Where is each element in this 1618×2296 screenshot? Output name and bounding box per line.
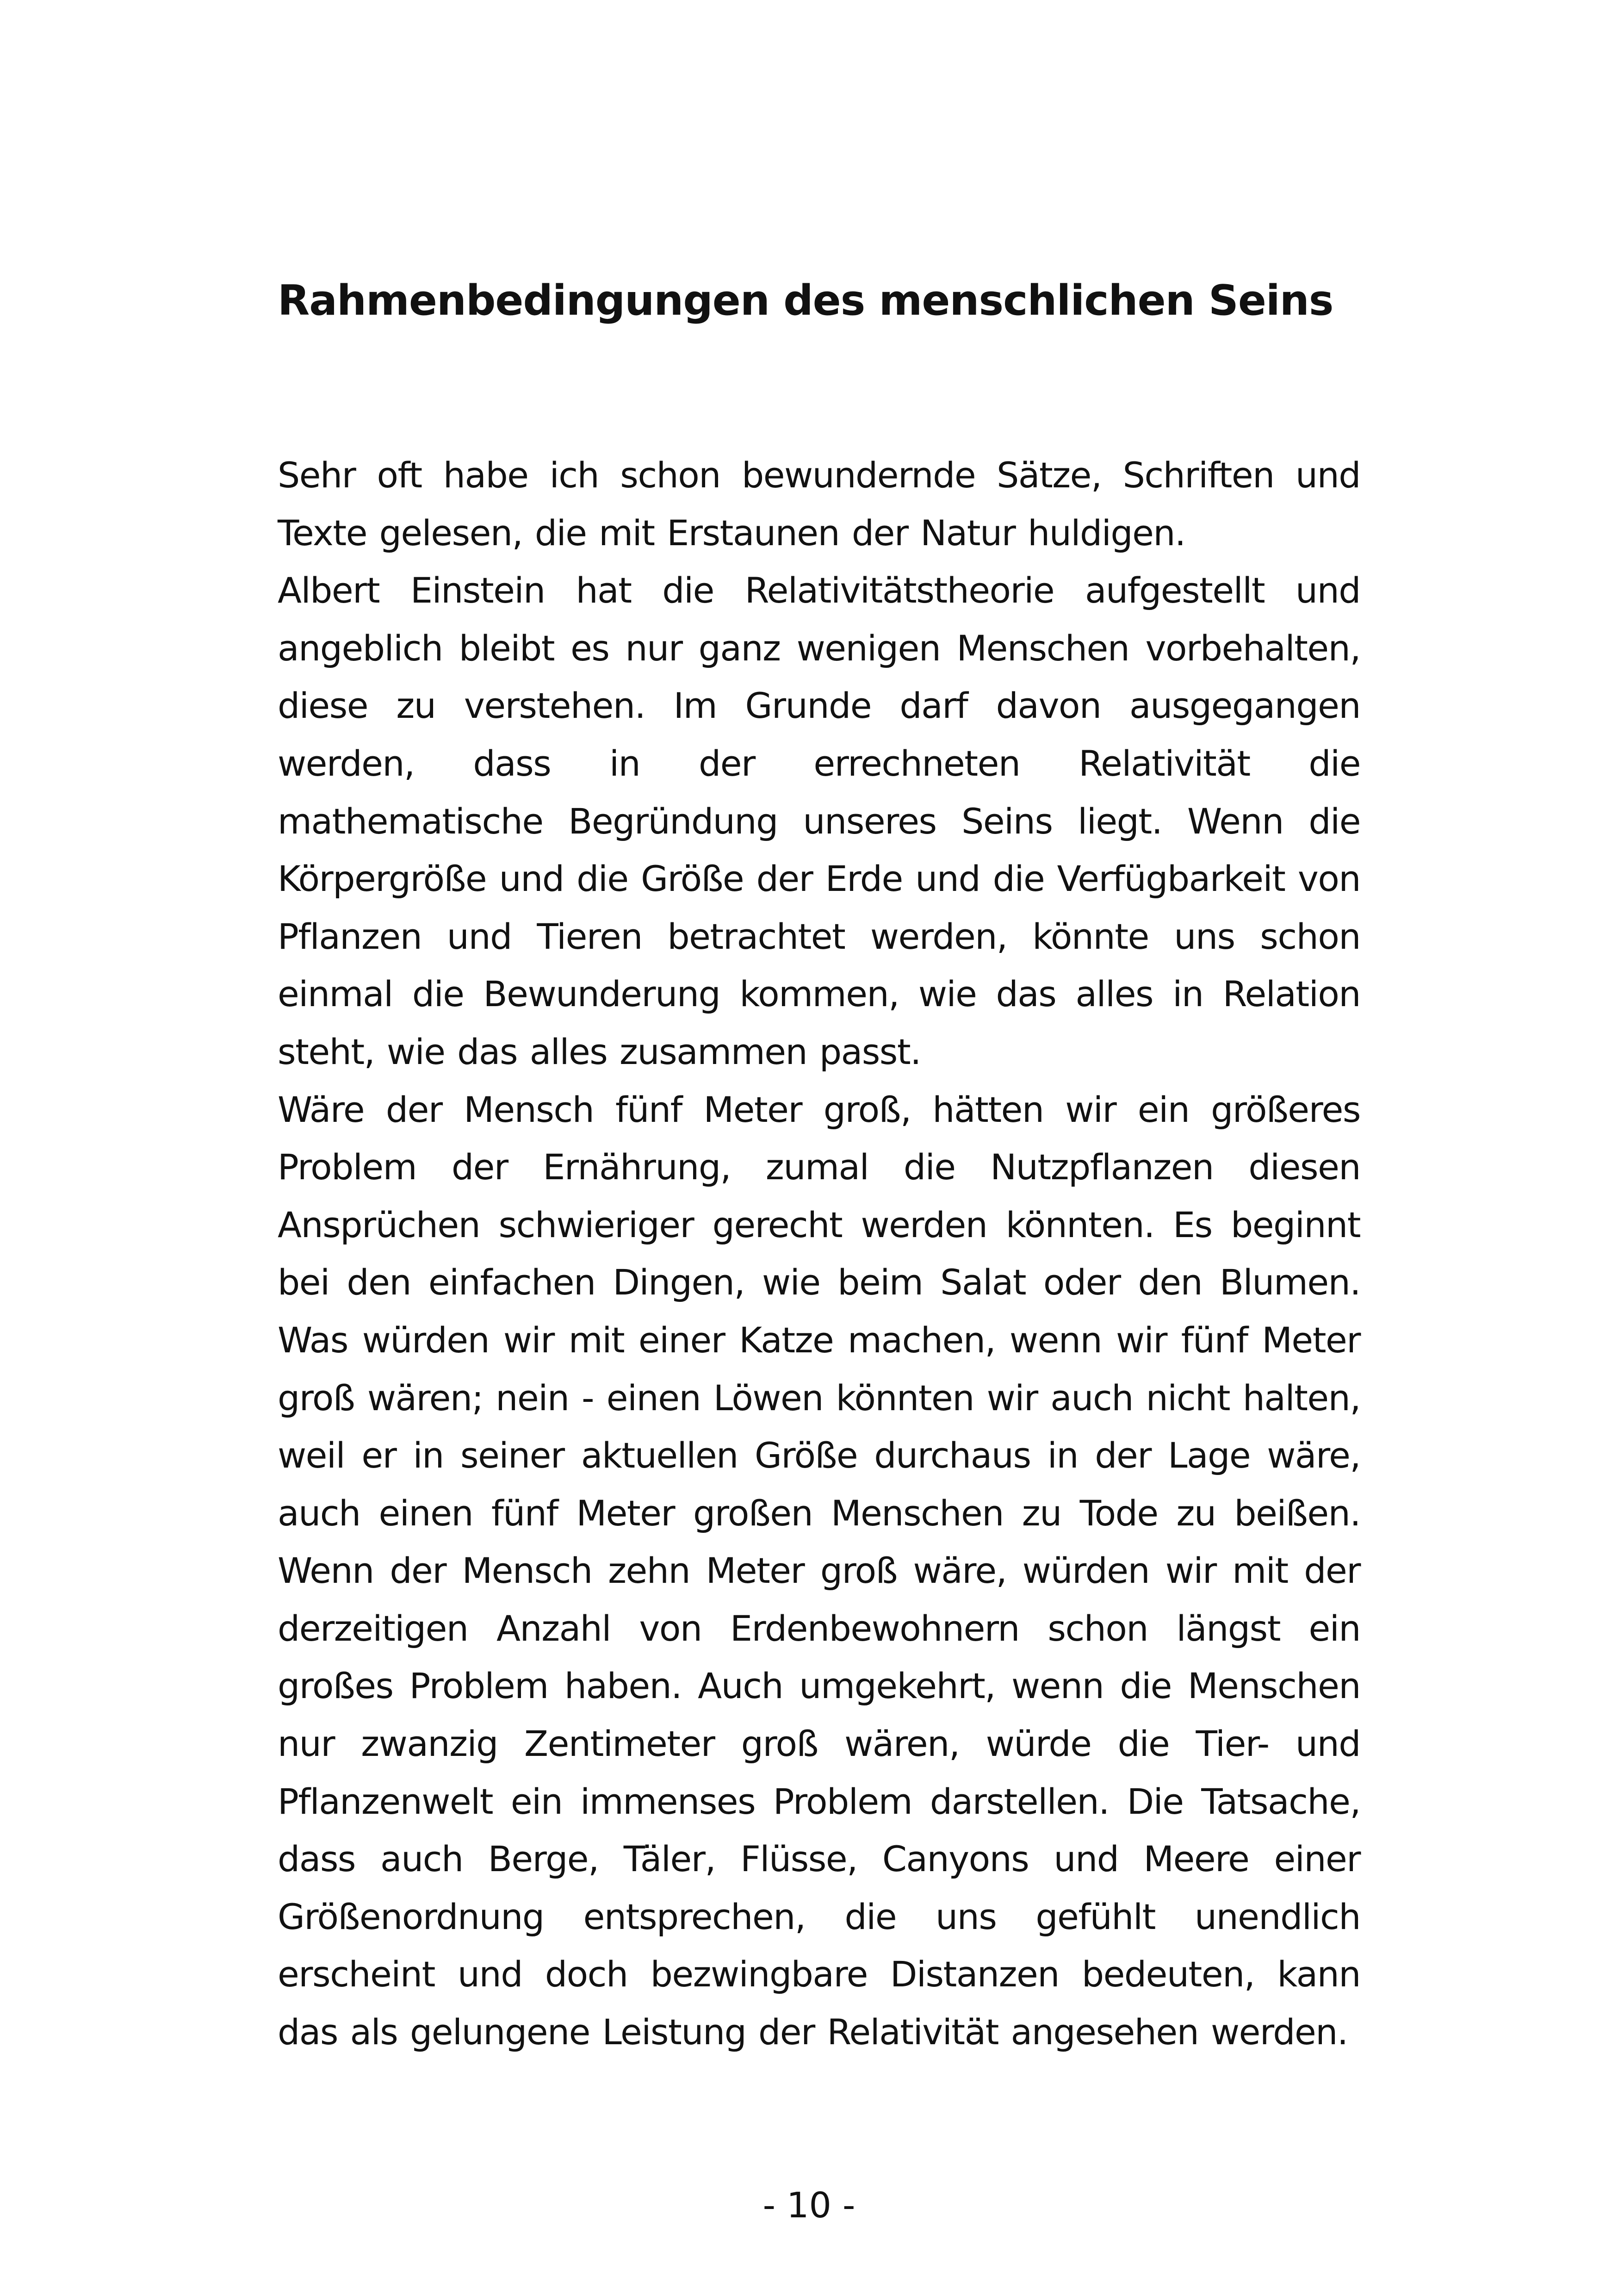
page-content	[278, 271, 1360, 2061]
paragraph: Sehr oft habe ich schon bewundernde Sätze, Schriften und Texte gelesen, die mit Erstaunen der Natur huldigen.	[278, 454, 1360, 554]
paragraph: Wäre der Mensch fünf Meter groß, hätten wir ein größeres Problem der Ernährung, zumal die Nutzpflanzen diesen Ansprüchen schwieriger gerecht werden könnten. Es beginnt bei den einfachen Dingen, wie beim Salat oder den Blumen. Was würden wir mit einer Katze machen, wenn wir fünf Meter groß wären; nein - einen Löwen könnten wir auch nicht halten, weil er in seiner aktuellen Größe durchaus in der Lage wäre, auch einen fünf Meter großen Menschen zu Tode zu beißen. Wenn der Mensch zehn Meter groß wäre, würden wir mit der derzeitigen Anzahl von Erdenbewohnern schon längst ein großes Problem haben. Auch umgekehrt, wenn die Menschen nur zwanzig Zentimeter groß wären, würde die Tier- und Pflanzenwelt ein immenses Problem darstellen. Die Tatsache, dass auch Berge, Täler, Flüsse, Canyons und Meere einer Größenordnung entsprechen, die uns gefühlt unendlich erscheint und doch bezwingbare Distanzen bedeuten, kann das als gelungene Leistung der Relativität angesehen werden.	[278, 1089, 1360, 2053]
chapter-title: Rahmenbedingungen des menschlichen Seins	[278, 276, 1333, 325]
body-text	[278, 447, 1360, 2061]
paragraph: Albert Einstein hat die Relativitätstheorie aufgestellt und angeblich bleibt es nur ganz wenigen Menschen vorbehalten, diese zu verstehen. Im Grunde darf davon ausgegangen werden, dass in der errechneten Relativität die mathematische Begründung unseres Seins liegt. Wenn die Körpergröße und die Größe der Erde und die Verfügbarkeit von Pflanzen und Tieren betrachtet werden, könnte uns schon einmal die Bewunderung kommen, wie das alles in Relation steht, wie das alles zusammen passt.	[278, 570, 1360, 1072]
page-number: - 10 -	[763, 2184, 855, 2226]
